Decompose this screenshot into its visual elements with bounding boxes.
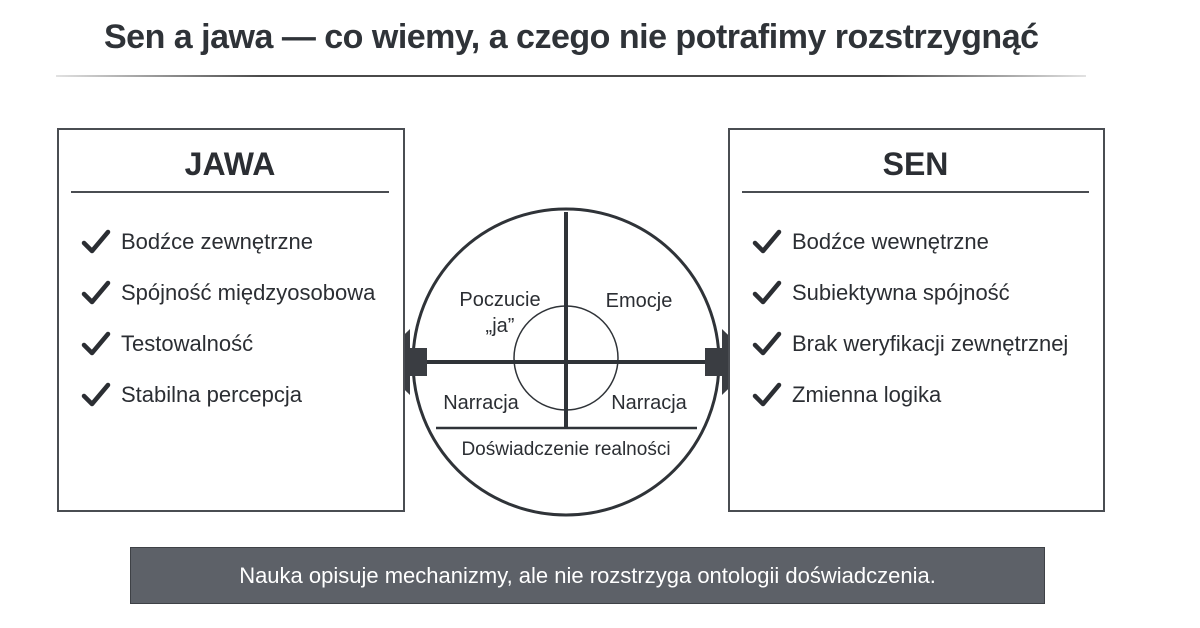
- check-icon: [752, 381, 782, 409]
- list-item: [81, 318, 375, 369]
- label-emotions: Emocje: [605, 290, 673, 312]
- list-item-label: Bodźce zewnętrzne: [121, 228, 313, 254]
- conclusion-banner: [130, 547, 1045, 604]
- list-item-label: Testowalność: [121, 330, 254, 356]
- check-icon: [81, 330, 111, 358]
- panel-wakefulness: [57, 128, 405, 512]
- wakefulness-list: [81, 216, 375, 420]
- check-icon: [752, 228, 782, 256]
- label-narrative-left: Narracja: [443, 392, 519, 414]
- list-item-label: Subiektywna spójność: [792, 279, 1010, 305]
- list-item: [81, 216, 375, 267]
- list-item: [752, 369, 1068, 420]
- list-item: [81, 267, 375, 318]
- label-self-line2: „ja”: [485, 315, 515, 337]
- list-item-label: Bodźce wewnętrzne: [792, 228, 989, 254]
- panel-dream: [728, 128, 1105, 512]
- dream-list: [752, 216, 1068, 420]
- list-item: [752, 318, 1068, 369]
- check-icon: [752, 279, 782, 307]
- label-reality-experience: Doświadczenie realności: [461, 439, 671, 460]
- label-narrative-right: Narracja: [611, 392, 687, 414]
- conclusion-text: Nauka opisuje mechanizmy, ale nie rozstrzyga ontologii doświadczenia.: [239, 562, 936, 588]
- panel-heading-dream: SEN: [742, 146, 1089, 193]
- list-item-label: Spójność międzyosobowa: [121, 279, 376, 305]
- list-item-label: Zmienna logika: [792, 381, 942, 407]
- page-title: Sen a jawa — co wiemy, a czego nie potrafimy rozstrzygnąć: [104, 18, 1039, 56]
- label-self-line1: Poczucie: [459, 289, 541, 311]
- check-icon: [81, 381, 111, 409]
- label-self: [450, 287, 550, 339]
- list-item: [752, 267, 1068, 318]
- check-icon: [752, 330, 782, 358]
- list-item-label: Brak weryfikacji zewnętrznej: [792, 330, 1069, 356]
- list-item: [81, 369, 375, 420]
- list-item-label: Stabilna percepcja: [121, 381, 303, 407]
- check-icon: [81, 279, 111, 307]
- panel-heading-wakefulness: JAWA: [71, 146, 389, 193]
- check-icon: [81, 228, 111, 256]
- list-item: [752, 216, 1068, 267]
